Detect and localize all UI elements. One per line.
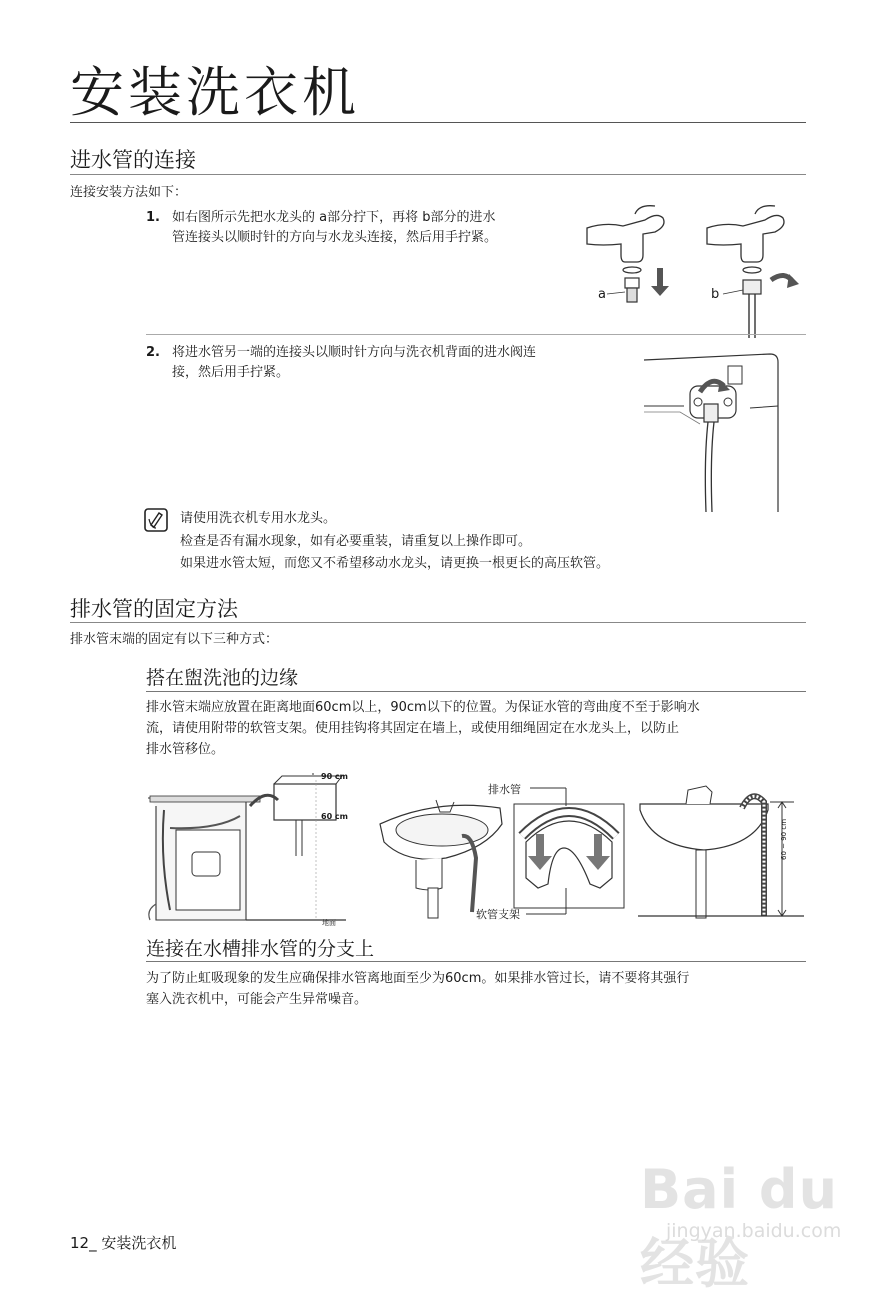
washer-drain-figure bbox=[146, 770, 366, 930]
branch-line1: 为了防止虹吸现象的发生应确保排水管离地面至少为60cm。如果排水管过长，请不要将其强行 bbox=[146, 971, 690, 986]
label-a: a bbox=[598, 287, 606, 302]
sink-edge-line3: 排水管移位。 bbox=[146, 742, 225, 757]
step-1-number: 1. bbox=[146, 210, 160, 225]
section-rule bbox=[70, 622, 806, 623]
note-line3: 如果进水管太短，而您又不希望移动水龙头，请更换一根更长的高压软管。 bbox=[180, 556, 610, 571]
section-heading-inlet: 进水管的连接 bbox=[70, 148, 196, 172]
page-footer: 12_ 安装洗衣机 bbox=[70, 1234, 177, 1252]
step-2-line2: 接，然后用手拧紧。 bbox=[172, 365, 290, 380]
step-1-line1: 如右图所示先把水龙头的 a部分拧下，再将 b部分的进水 bbox=[172, 210, 496, 225]
washer-back-inlet-figure bbox=[640, 348, 790, 513]
label-90cm: 90 cm bbox=[321, 772, 348, 781]
step-divider bbox=[146, 334, 806, 335]
baidu-watermark-url: jingyan.baidu.com bbox=[666, 1220, 842, 1242]
step-2-line1: 将进水管另一端的连接头以顺时针方向与洗衣机背面的进水阀连 bbox=[172, 345, 537, 360]
title-rule bbox=[70, 122, 806, 123]
page-title: 安装洗衣机 bbox=[70, 61, 360, 124]
subheading-branch: 连接在水槽排水管的分支上 bbox=[146, 938, 375, 960]
sink-edge-line2: 流，请使用附带的软管支架。使用挂钩将其固定在墙上，或使用细绳固定在水龙头上，以防止 bbox=[146, 721, 680, 736]
section-heading-drain: 排水管的固定方法 bbox=[70, 597, 238, 621]
note-line2: 检查是否有漏水现象，如有必要重装，请重复以上操作即可。 bbox=[180, 534, 532, 549]
label-b: b bbox=[711, 287, 720, 302]
baidu-watermark-logo: Bai du 经验 bbox=[640, 1158, 839, 1295]
label-height-range: 60 ~ 90 cm bbox=[780, 818, 788, 860]
section-rule bbox=[70, 174, 806, 175]
sub-rule bbox=[146, 961, 806, 962]
label-floor: 地面 bbox=[322, 919, 336, 927]
label-60cm: 60 cm bbox=[321, 812, 348, 821]
subheading-sink-edge: 搭在盥洗池的边缘 bbox=[146, 667, 299, 689]
drain-intro: 排水管末端的固定有以下三种方式： bbox=[70, 632, 279, 647]
sink-edge-line1: 排水管末端应放置在距离地面60cm以上，90cm以下的位置。为保证水管的弯曲度不至于影响水 bbox=[146, 700, 700, 715]
note-line1: 请使用洗衣机专用水龙头。 bbox=[180, 511, 337, 526]
step-1-line2: 管连接头以顺时针的方向与水龙头连接，然后用手拧紧。 bbox=[172, 230, 498, 245]
label-drain-hose: 排水管 bbox=[488, 783, 521, 796]
label-hose-support: 软管支架 bbox=[476, 908, 520, 921]
step-2-number: 2. bbox=[146, 345, 160, 360]
sub-rule bbox=[146, 691, 806, 692]
note-icon bbox=[144, 508, 168, 532]
branch-line2: 塞入洗衣机中，可能会产生异常噪音。 bbox=[146, 992, 368, 1007]
inlet-intro: 连接安装方法如下： bbox=[70, 185, 188, 200]
faucet-figure-b bbox=[705, 200, 815, 340]
